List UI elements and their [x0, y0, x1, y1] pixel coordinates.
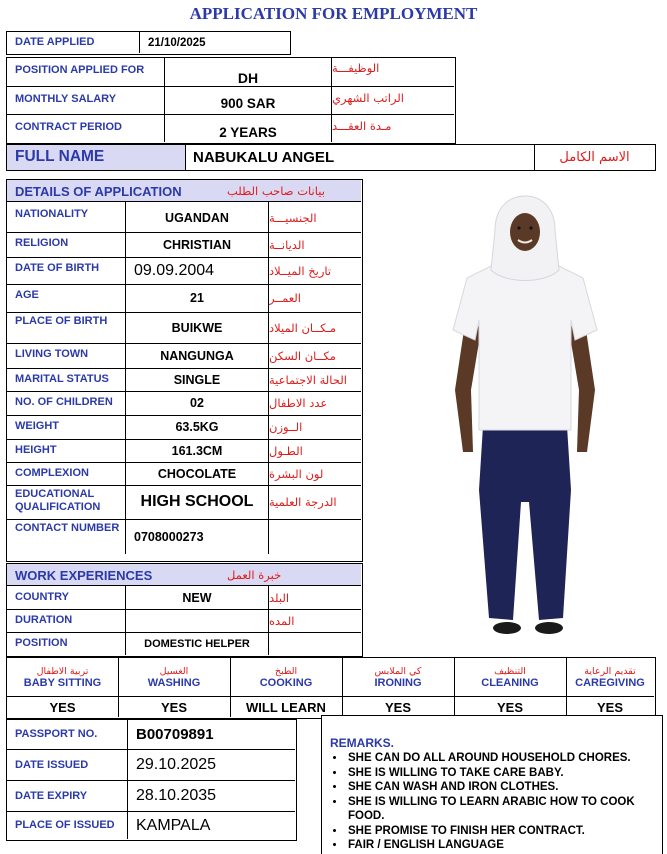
details-header: DETAILS OF APPLICATION: [15, 183, 182, 199]
page-title: APPLICATION FOR EMPLOYMENT: [189, 4, 478, 23]
applicant-photo: [425, 190, 625, 640]
remark-item: • SHE PROMISE TO FINISH HER CONTRACT.: [346, 824, 658, 839]
salary-label: MONTHLY SALARY: [15, 93, 117, 105]
skill-header: [454, 658, 566, 696]
skill-label-ar: التنظيف: [494, 665, 526, 677]
full-name-value-box: [185, 144, 535, 171]
skill-header: [342, 658, 454, 696]
skill-label: IRONING: [374, 676, 422, 689]
work-duration-ar: المده: [269, 614, 295, 628]
detail-label-ar: [269, 519, 361, 554]
detail-value: CHOCOLATE: [157, 466, 237, 481]
date-applied-box: [6, 31, 291, 55]
detail-label: CONTACT NUMBER: [15, 522, 120, 534]
detail-label: DATE OF BIRTH: [15, 262, 100, 274]
detail-value: CHRISTIAN: [162, 237, 232, 252]
remarks-list: [330, 751, 658, 853]
work-position-ar: [269, 633, 361, 655]
skill-label-ar: الغسيل: [159, 665, 189, 677]
full-name-label: FULL NAME: [15, 148, 105, 165]
passport-no-label: PASSPORT NO.: [15, 728, 98, 740]
detail-label-ar: لون البشرة: [269, 466, 324, 481]
full-name-value: NABUKALU ANGEL: [193, 148, 335, 166]
detail-value: NANGUNGA: [160, 348, 234, 363]
skill-label: BABY SITTING: [23, 676, 102, 689]
remarks-box: [321, 715, 663, 854]
passport-block: [6, 719, 297, 841]
details-header-ar: بيانات صاحب الطلب: [227, 184, 325, 198]
detail-label: EDUCATIONAL QUALIFICATION: [15, 488, 101, 513]
skill-label: WASHING: [147, 676, 201, 689]
work-block: [6, 563, 363, 657]
detail-label: HEIGHT: [15, 444, 57, 456]
skill-label-ar: تربية الاطفال: [36, 665, 89, 677]
date-applied-value: 21/10/2025: [148, 36, 206, 49]
skills-table: [6, 657, 656, 719]
skill-value: YES: [49, 699, 76, 715]
detail-label-ar: مـكــان الميلاد: [269, 320, 337, 335]
position-label-ar: الوظيفـــة: [332, 61, 380, 75]
full-name-label-box: [6, 144, 186, 171]
detail-label-ar: العمــر: [269, 291, 301, 305]
remark-item: • SHE CAN DO ALL AROUND HOUSEHOLD CHORES.: [346, 751, 658, 766]
skill-label: CAREGIVING: [575, 676, 645, 689]
skill-value: YES: [384, 699, 411, 715]
skill-value: YES: [160, 699, 187, 715]
place-issued-value: KAMPALA: [136, 816, 211, 834]
detail-value: UGANDAN: [165, 210, 229, 225]
details-block: [6, 179, 363, 562]
skill-header: [230, 658, 342, 696]
detail-value: HIGH SCHOOL: [140, 493, 254, 510]
skill-value: YES: [596, 699, 623, 715]
skill-header: [118, 658, 230, 696]
detail-label: RELIGION: [15, 237, 69, 249]
contract-value: 2 YEARS: [219, 125, 277, 140]
detail-value: 02: [190, 396, 204, 410]
salary-value: 900 SAR: [220, 96, 276, 111]
detail-value: SINGLE: [173, 372, 221, 387]
position-value: DH: [237, 70, 259, 86]
detail-label-ar: الحالة الاجتماعية: [269, 372, 347, 387]
detail-value: 21: [190, 291, 204, 305]
date-applied-label: DATE APPLIED: [15, 36, 95, 48]
date-issued-label: DATE ISSUED: [15, 758, 89, 771]
work-country-label: COUNTRY: [15, 591, 69, 603]
work-country-value: NEW: [182, 591, 212, 605]
skill-label: CLEANING: [481, 676, 539, 689]
detail-label-ar: الدرجة العلمية: [269, 495, 337, 509]
skill-value: YES: [496, 699, 523, 715]
work-country-ar: البلد: [269, 591, 290, 605]
detail-label: AGE: [15, 289, 39, 301]
date-expiry-value: 28.10.2035: [136, 787, 217, 804]
skill-header: [566, 658, 654, 696]
skill-label-ar: كي الملابس: [374, 665, 422, 677]
skill-header: [7, 658, 118, 696]
salary-label-ar: الراتب الشهري: [332, 91, 404, 105]
contract-label-ar: مـدة العقـــد: [332, 119, 392, 133]
detail-label: COMPLEXION: [15, 467, 89, 479]
detail-label-ar: عدد الاطفال: [269, 396, 328, 410]
detail-value: 09.09.2004: [134, 261, 215, 279]
contract-label: CONTRACT PERIOD: [15, 121, 122, 133]
detail-value: 63.5KG: [175, 420, 219, 434]
detail-label-ar: الطـول: [269, 443, 303, 458]
remark-item: • SHE CAN WASH AND IRON CLOTHES.: [346, 780, 658, 795]
work-position-label: POSITION: [15, 637, 68, 649]
detail-label: MARITAL STATUS: [15, 373, 109, 385]
full-name-ar: الاسم الكامل: [559, 149, 630, 165]
remark-item: • SHE IS WILLING TO LEARN ARABIC HOW TO COOK FOOD.: [346, 795, 658, 824]
remark-item: • SHE IS WILLING TO TAKE CARE BABY.: [346, 766, 658, 781]
skill-label-ar: تقديم الرعاية: [584, 665, 636, 677]
detail-label-ar: الــوزن: [269, 420, 303, 434]
work-duration-label: DURATION: [15, 614, 73, 626]
work-duration-value: [126, 610, 268, 632]
position-block: [6, 57, 456, 144]
detail-label-ar: مكــان السكن: [269, 348, 336, 363]
skill-label: COOKING: [259, 676, 313, 689]
detail-value: 161.3CM: [171, 443, 223, 458]
remark-item: • FAIR / ENGLISH LANGUAGE: [346, 838, 658, 853]
skill-value: WILL LEARN: [246, 699, 326, 715]
detail-label-ar: الديانــة: [269, 237, 305, 252]
detail-label: PLACE OF BIRTH: [15, 315, 108, 327]
remarks-title: REMARKS.: [330, 736, 395, 750]
detail-value: 0708000273: [134, 529, 204, 544]
position-label: POSITION APPLIED FOR: [15, 64, 145, 76]
full-name-ar-box: [534, 144, 656, 171]
place-issued-label: PLACE OF ISSUED: [15, 819, 115, 831]
work-position-value: DOMESTIC HELPER: [144, 638, 250, 650]
detail-label: LIVING TOWN: [15, 348, 89, 360]
detail-label: NO. OF CHILDREN: [15, 396, 113, 408]
detail-label-ar: تاريخ الميــلاد: [269, 263, 332, 278]
detail-label: NATIONALITY: [15, 208, 89, 220]
detail-label: WEIGHT: [15, 420, 59, 432]
skill-label-ar: الطبخ: [274, 665, 298, 677]
date-issued-value: 29.10.2025: [136, 756, 217, 773]
detail-label-ar: الجنسيـــة: [269, 210, 317, 225]
work-header-ar: خبرة العمل: [227, 568, 282, 582]
work-header: WORK EXPERIENCES: [15, 567, 153, 583]
detail-value: BUIKWE: [171, 320, 223, 335]
passport-no-value: B00709891: [136, 726, 214, 743]
date-expiry-label: DATE EXPIRY: [15, 789, 88, 802]
